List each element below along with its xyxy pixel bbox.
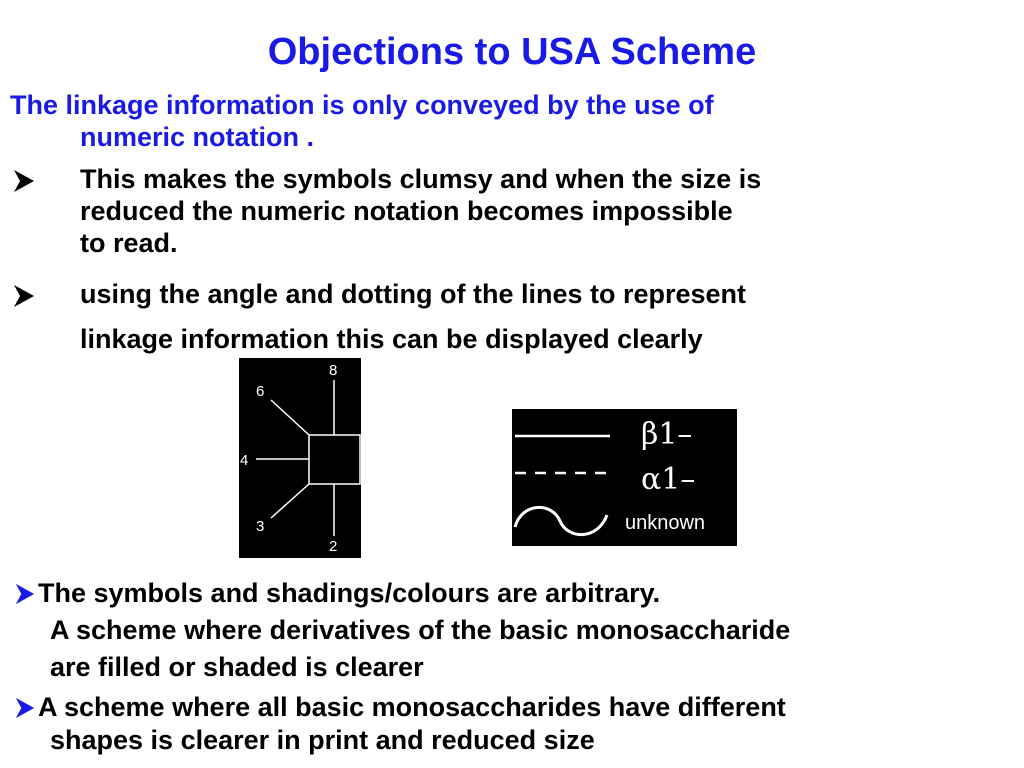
bullet-2-line-1: using the angle and dotting of the lines to represent bbox=[80, 279, 747, 309]
bullet-1-line-2: reduced the numeric notation becomes impossible bbox=[80, 196, 733, 226]
lower-bullet-1-line-3: are filled or shaded is clearer bbox=[50, 652, 424, 682]
lower-bullet-1-line-1: The symbols and shadings/colours are arbitrary. bbox=[38, 578, 661, 608]
legend-label-unknown: unknown bbox=[625, 512, 706, 534]
arrow-bullet-icon bbox=[12, 283, 36, 309]
line-style-legend bbox=[512, 409, 737, 546]
arrow-bullet-icon bbox=[14, 582, 36, 606]
bullet-1-line-1: This makes the symbols clumsy and when the size is bbox=[80, 164, 762, 194]
linkage-label-3: 3 bbox=[256, 518, 265, 535]
bullet-1-line-3: to read. bbox=[80, 228, 178, 258]
intro-line-1: The linkage information is only conveyed by the use of bbox=[10, 90, 714, 120]
linkage-label-2: 2 bbox=[329, 538, 338, 555]
arrow-bullet-icon bbox=[12, 168, 36, 194]
arrow-bullet-icon bbox=[14, 696, 36, 720]
linkage-label-8: 8 bbox=[329, 362, 338, 379]
bullet-2-line-2: linkage information this can be displayed clearly bbox=[80, 324, 703, 354]
lower-bullet-1-line-2: A scheme where derivatives of the basic monosaccharide bbox=[50, 615, 791, 645]
legend-label-beta: β1– bbox=[641, 417, 693, 452]
slide-title: Objections to USA Scheme bbox=[267, 31, 757, 73]
numeric-notation-diagram bbox=[239, 358, 361, 558]
legend-label-alpha: α1– bbox=[641, 462, 696, 497]
lower-bullet-2-line-1: A scheme where all basic monosaccharides have different bbox=[38, 692, 786, 722]
intro-line-2: numeric notation . bbox=[80, 122, 315, 152]
lower-bullet-2-line-2: shapes is clearer in print and reduced size bbox=[50, 725, 595, 755]
linkage-label-6: 6 bbox=[256, 383, 265, 400]
linkage-label-4: 4 bbox=[240, 452, 249, 469]
wavy-line-sample bbox=[515, 507, 607, 534]
